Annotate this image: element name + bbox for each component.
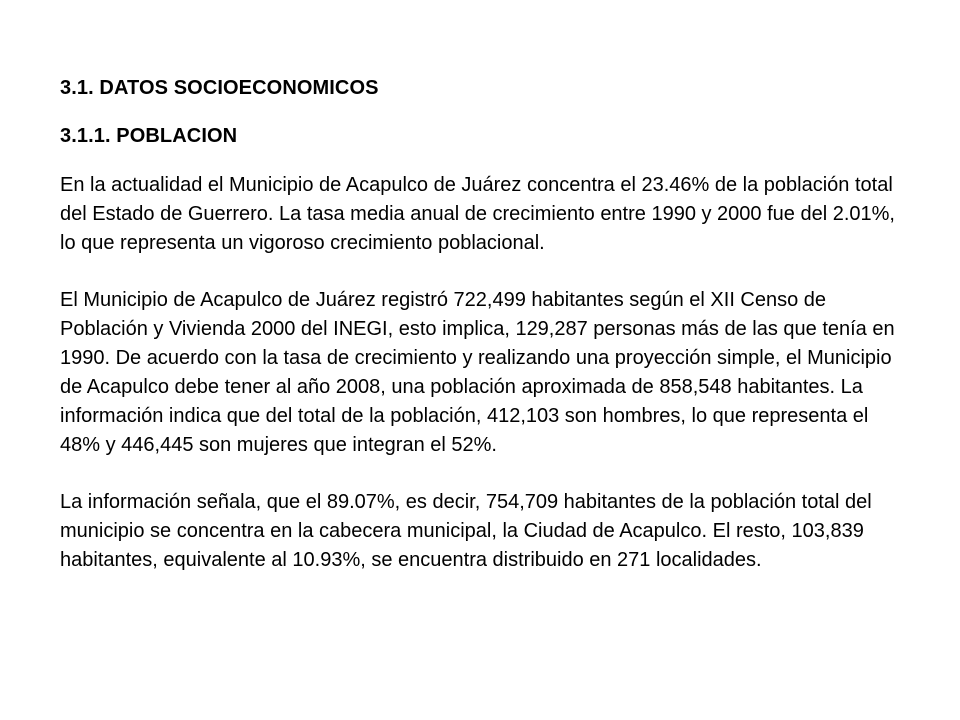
document-page	[60, 74, 900, 603]
paragraph-census-figures: El Municipio de Acapulco de Juárez registró 722,499 habitantes según el XII Censo de Población y Vivienda 2000 del INEGI, esto implica, 129,287 personas más de las que tenía en 1990. De acuerdo con la tasa de crecimiento y realizando una proyección simple, el Municipio de Acapulco debe tener al año 2008, una población aproximada de 858,548 habitantes. La información indica que del total de la población, 412,103 son hombres, lo que representa el 48% y 446,445 son mujeres que integran el 52%.	[60, 289, 895, 456]
section-heading: 3.1. DATOS SOCIOECONOMICOS	[60, 77, 379, 99]
paragraph-distribution: La información señala, que el 89.07%, es decir, 754,709 habitantes de la población total del municipio se concentra en la cabecera municipal, la Ciudad de Acapulco. El resto, 103,839 habitantes, equivalente al 10.93%, se encuentra distribuido en 271 localidades.	[60, 491, 872, 571]
subsection-heading: 3.1.1. POBLACION	[60, 125, 238, 147]
paragraph-population-share: En la actualidad el Municipio de Acapulco de Juárez concentra el 23.46% de la población total del Estado de Guerrero. La tasa media anual de crecimiento entre 1990 y 2000 fue del 2.01%, lo que representa un vigoroso crecimiento poblacional.	[60, 174, 895, 254]
